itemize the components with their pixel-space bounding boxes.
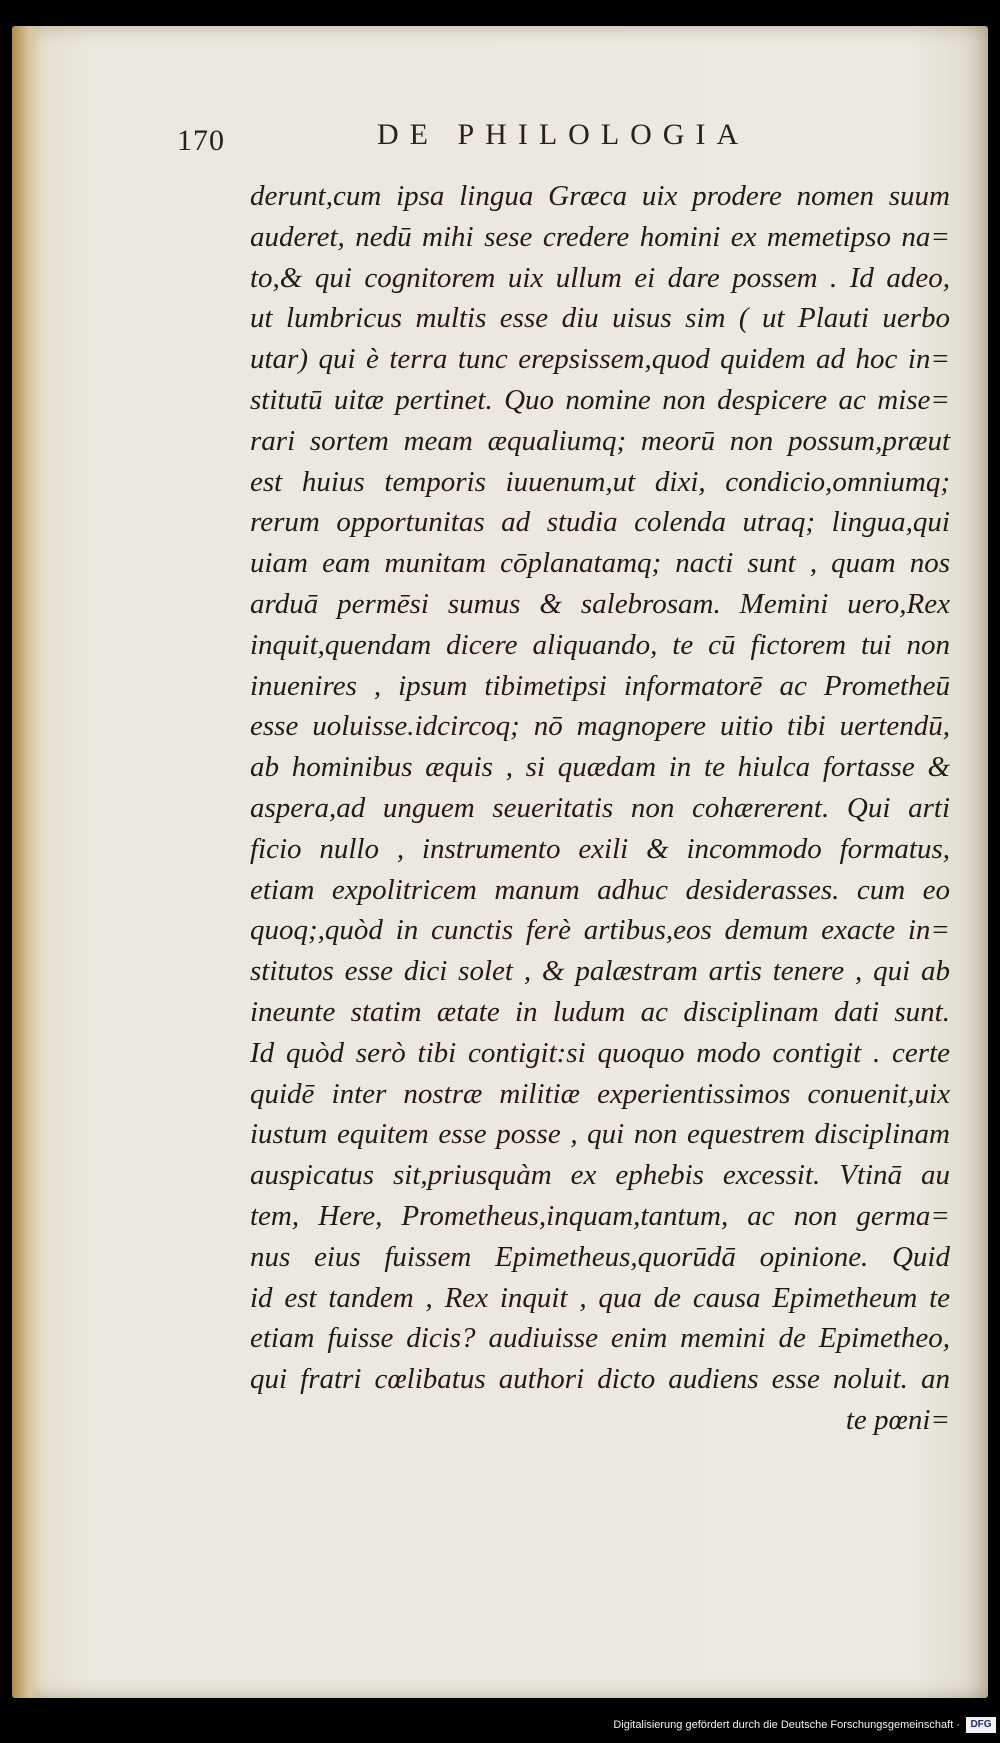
text-line: stitutos esse dici solet , & palæstram artis tenere , qui ab	[250, 955, 950, 988]
text-line: id est tandem , Rex inquit , qua de causa Epimetheum te	[250, 1281, 950, 1314]
text-line: Id quòd serò tibi contigit:si quoquo modo contigit . certe	[250, 1036, 950, 1069]
page-number: 170	[177, 124, 225, 157]
text-line: auderet, nedū mihi sese credere homini ex memetipso na=	[250, 220, 950, 253]
dfg-logo: DFG	[966, 1717, 996, 1733]
text-line: rari sortem meam æqualiumq; meorū non possum,præut	[250, 424, 950, 457]
text-line: ab hominibus æquis , si quædam in te hiulca fortasse &	[250, 751, 950, 784]
book-page	[12, 26, 988, 1698]
text-line: iustum equitem esse posse , qui non equestrem disciplinam	[250, 1118, 950, 1151]
text-line: qui fratri cœlibatus authori dicto audiens esse noluit. an	[250, 1363, 950, 1396]
text-line: quidē inter nostræ militiæ experientissimos conuenit,uix	[250, 1077, 950, 1110]
text-line: est huius temporis iuuenum,ut dixi, condicio,omniumq;	[250, 465, 950, 498]
text-line: etiam fuisse dicis? audiuisse enim memini de Epimetheo,	[250, 1322, 950, 1355]
text-line: inquit,quendam dicere aliquando, te cū fictorem tui non	[250, 628, 950, 661]
digitization-credit: Digitalisierung gefördert durch die Deutsche Forschungsgemeinschaft ·	[613, 1719, 960, 1731]
text-line: stitutū uitæ pertinet. Quo nomine non despicere ac mise=	[250, 383, 950, 416]
text-line: inuenires , ipsum tibimetipsi informatorē ac Prometheū	[250, 669, 950, 702]
text-line: derunt,cum ipsa lingua Græca uix prodere nomen suum	[250, 180, 950, 212]
text-line: ineunte statim ætate in ludum ac disciplinam dati sunt.	[250, 995, 950, 1028]
text-line: rerum opportunitas ad studia colenda utraq; lingua,qui	[250, 506, 950, 539]
text-line: ut lumbricus multis esse diu uisus sim ( ut Plauti uerbo	[250, 302, 950, 335]
text-line: quoq;,quòd in cunctis ferè artibus,eos demum exacte in=	[250, 914, 950, 947]
text-line: te pœni=	[845, 1403, 950, 1436]
text-line: nus eius fuissem Epimetheus,quorūdā opinione. Quid	[250, 1240, 950, 1273]
text-line: esse uoluisse.idcircoq; nō magnopere uitio tibi uertendū,	[250, 710, 950, 743]
text-line: arduā permēsi sumus & salebrosam. Memini uero,Rex	[250, 587, 950, 620]
text-line: utar) qui è terra tunc erepsissem,quod quidem ad hoc in=	[250, 343, 950, 376]
text-line: ficio nullo , instrumento exili & incommodo formatus,	[250, 832, 950, 865]
text-line: to,& qui cognitorem uix ullum ei dare possem . Id adeo,	[250, 261, 950, 294]
running-head: DE PHILOLOGIA	[377, 118, 750, 151]
text-line: etiam expolitricem manum adhuc desiderasses. cum eo	[250, 873, 950, 906]
text-line: uiam eam munitam cōplanatamq; nacti sunt , quam nos	[250, 547, 950, 580]
text-line: auspicatus sit,priusquàm ex ephebis excessit. Vtinā au	[250, 1159, 950, 1192]
text-line: aspera,ad unguem seueritatis non cohærerent. Qui arti	[250, 791, 950, 824]
body-text	[250, 176, 950, 1441]
text-line: tem, Here, Prometheus,inquam,tantum, ac non germa=	[250, 1199, 950, 1232]
